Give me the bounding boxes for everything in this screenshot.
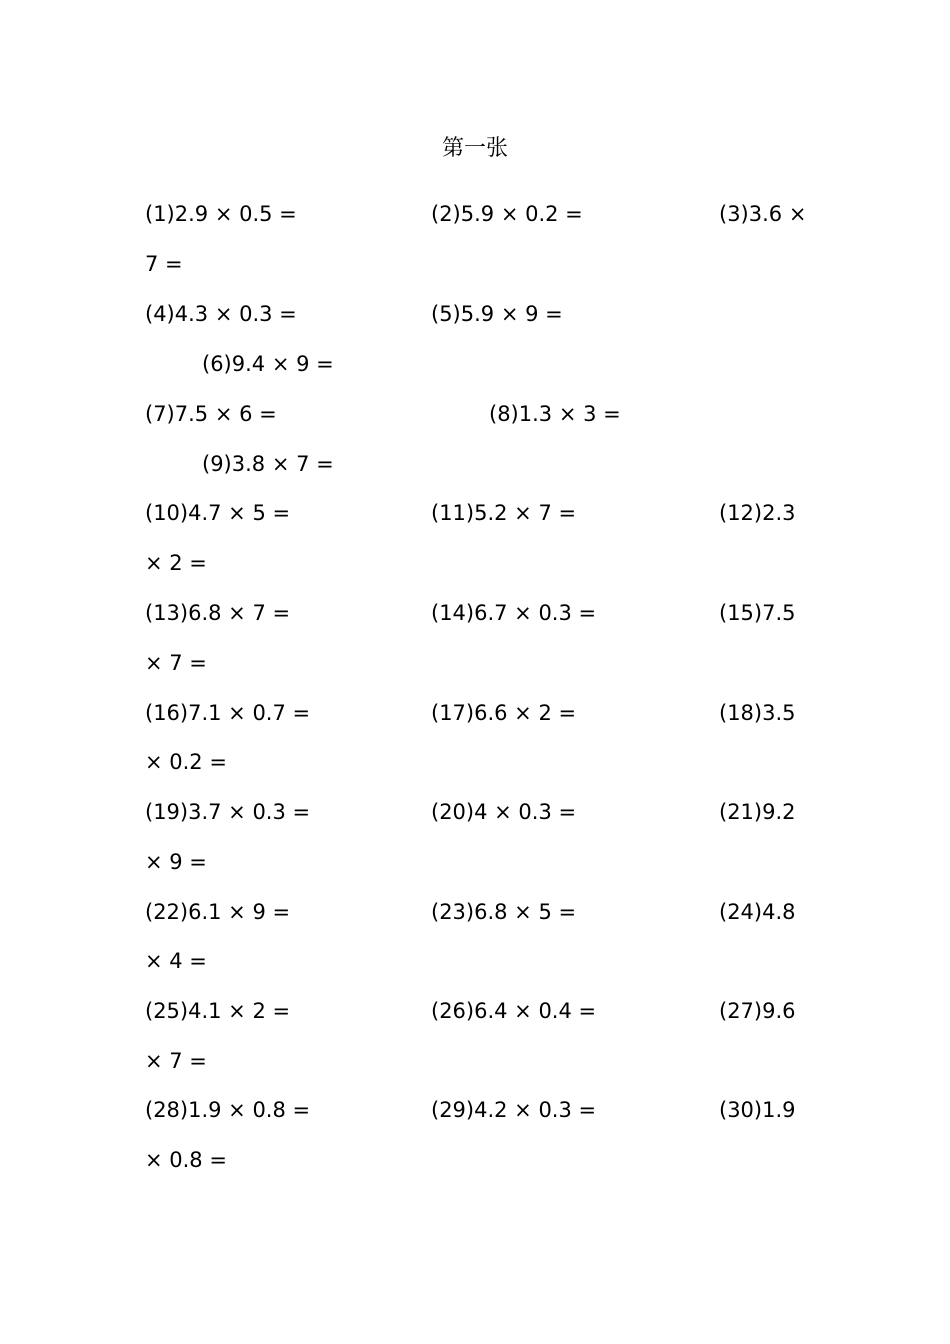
problem-13: (13)6.8 × 7 = [145,601,291,625]
problem-12-continued: × 2 = [145,551,207,575]
problem-23: (23)6.8 × 5 = [431,900,577,924]
problem-16: (16)7.1 × 0.7 = [145,701,311,725]
problem-21: (21)9.2 [719,800,796,824]
problem-3-continued: 7 = [145,252,183,276]
problem-30: (30)1.9 [719,1098,796,1122]
problem-28: (28)1.9 × 0.8 = [145,1098,311,1122]
problem-11: (11)5.2 × 7 = [431,501,577,525]
problem-27-continued: × 7 = [145,1049,207,1073]
problem-line [0,746,950,778]
problem-18: (18)3.5 [719,701,796,725]
problem-line [0,1144,950,1176]
problem-8: (8)1.3 × 3 = [489,402,621,426]
problem-19: (19)3.7 × 0.3 = [145,800,311,824]
problem-24-continued: × 4 = [145,949,207,973]
problem-10: (10)4.7 × 5 = [145,501,291,525]
problem-9: (9)3.8 × 7 = [202,452,334,476]
problem-5: (5)5.9 × 9 = [431,302,563,326]
problem-15: (15)7.5 [719,601,796,625]
problem-line [0,896,950,928]
problem-line [0,647,950,679]
problem-line [0,248,950,280]
problem-line [0,597,950,629]
problem-25: (25)4.1 × 2 = [145,999,291,1023]
problem-26: (26)6.4 × 0.4 = [431,999,597,1023]
problem-line [0,945,950,977]
problem-line [0,298,950,330]
problem-line [0,697,950,729]
problem-20: (20)4 × 0.3 = [431,800,577,824]
problem-line [0,846,950,878]
problem-line [0,198,950,230]
problem-12: (12)2.3 [719,501,796,525]
problem-line [0,995,950,1027]
problem-14: (14)6.7 × 0.3 = [431,601,597,625]
problem-30-continued: × 0.8 = [145,1148,227,1172]
problem-21-continued: × 9 = [145,850,207,874]
problem-7: (7)7.5 × 6 = [145,402,277,426]
problem-line [0,497,950,529]
problem-line [0,1094,950,1126]
problem-line [0,796,950,828]
problem-line [0,448,950,480]
problem-27: (27)9.6 [719,999,796,1023]
problem-line [0,398,950,430]
problem-line [0,547,950,579]
problem-6: (6)9.4 × 9 = [202,352,334,376]
problem-3: (3)3.6 × [719,202,807,226]
problem-22: (22)6.1 × 9 = [145,900,291,924]
problem-24: (24)4.8 [719,900,796,924]
problem-29: (29)4.2 × 0.3 = [431,1098,597,1122]
problem-17: (17)6.6 × 2 = [431,701,577,725]
problem-15-continued: × 7 = [145,651,207,675]
problem-line [0,1045,950,1077]
problem-1: (1)2.9 × 0.5 = [145,202,297,226]
problem-line [0,348,950,380]
problem-2: (2)5.9 × 0.2 = [431,202,583,226]
problem-4: (4)4.3 × 0.3 = [145,302,297,326]
problem-18-continued: × 0.2 = [145,750,227,774]
page-title: 第一张 [441,136,508,161]
